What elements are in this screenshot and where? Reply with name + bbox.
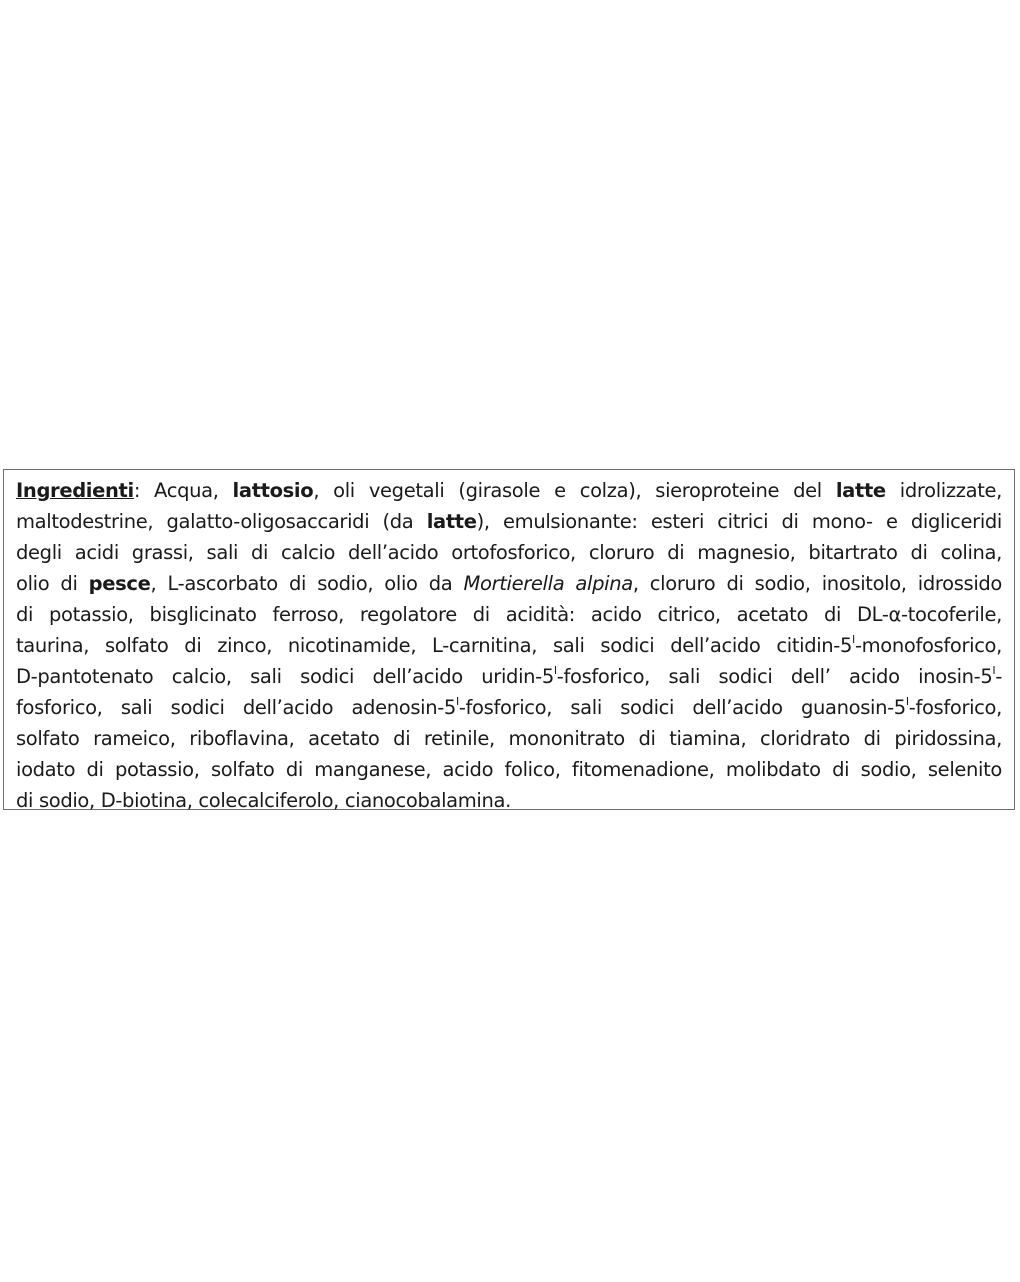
prime-superscript: I — [992, 664, 996, 677]
ingredient-text: olio di — [16, 572, 89, 595]
ingredients-line — [16, 475, 1002, 506]
ingredient-text: , L-ascorbato di sodio, olio da — [150, 572, 464, 595]
ingredients-line — [16, 630, 1002, 661]
ingredient-text: di potassio, bisglicinato ferroso, regolatore di acidità: acido citrico, acetato di DL-α-tocoferile, — [16, 603, 1002, 626]
ingredients-heading: Ingredienti — [16, 479, 134, 502]
ingredients-line — [16, 599, 1002, 630]
ingredient-text: , cloruro di sodio, inositolo, idrossido — [632, 572, 1002, 595]
allergen-text: lattosio — [232, 479, 314, 502]
species-name: Mortierella alpina — [463, 572, 633, 595]
ingredient-text: iodato di potassio, solfato di manganese, acido folico, fitomenadione, molibdato di sodio, selenito — [16, 758, 1002, 781]
prime-superscript: I — [455, 695, 459, 708]
ingredient-text: ), emulsionante: esteri citrici di mono- e digliceridi — [476, 510, 1002, 533]
ingredient-text: di sodio, D-biotina, colecalciferolo, cianocobalamina. — [16, 789, 511, 812]
ingredients-box — [3, 469, 1015, 810]
ingredient-text: D-pantotenato calcio, sali sodici dell’acido uridin-5 — [16, 665, 554, 688]
allergen-text: latte — [835, 479, 886, 502]
ingredient-text: -fosforico, sali sodici dell’acido guanosin-5 — [458, 696, 906, 719]
ingredients-line — [16, 785, 1002, 816]
ingredient-text: maltodestrine, galatto-oligosaccaridi (da — [16, 510, 427, 533]
ingredients-line — [16, 661, 1002, 692]
ingredient-text: -fosforico, — [908, 696, 1002, 719]
ingredient-text: - — [995, 665, 1002, 688]
ingredient-text: fosforico, sali sodici dell’acido adenosin-5 — [16, 696, 456, 719]
ingredient-text: : Acqua, — [133, 479, 233, 502]
ingredient-text: idrolizzate, — [885, 479, 1003, 502]
prime-superscript: I — [905, 695, 909, 708]
ingredient-text: taurina, solfato di zinco, nicotinamide, L-carnitina, sali sodici dell’acido citidin-5 — [16, 634, 853, 657]
ingredient-text: -fosforico, sali sodici dell’ acido inosin-5 — [556, 665, 993, 688]
ingredients-line — [16, 723, 1002, 754]
ingredients-line — [16, 506, 1002, 537]
allergen-text: pesce — [88, 572, 151, 595]
ingredient-text: degli acidi grassi, sali di calcio dell’acido ortofosforico, cloruro di magnesio, bitartrato di colina, — [16, 541, 1002, 564]
ingredient-text: -monofosforico, — [854, 634, 1002, 657]
ingredients-line — [16, 537, 1002, 568]
prime-superscript: I — [852, 633, 855, 646]
ingredients-line — [16, 692, 1002, 723]
ingredient-text: , oli vegetali (girasole e colza), sieroproteine del — [313, 479, 836, 502]
ingredients-line — [16, 568, 1002, 599]
prime-superscript: I — [553, 664, 557, 677]
ingredients-line — [16, 754, 1002, 785]
allergen-text: latte — [426, 510, 477, 533]
ingredient-text: solfato rameico, riboflavina, acetato di retinile, mononitrato di tiamina, cloridrato di piridossina, — [16, 727, 1002, 750]
ingredients-heading-bold — [16, 479, 134, 502]
